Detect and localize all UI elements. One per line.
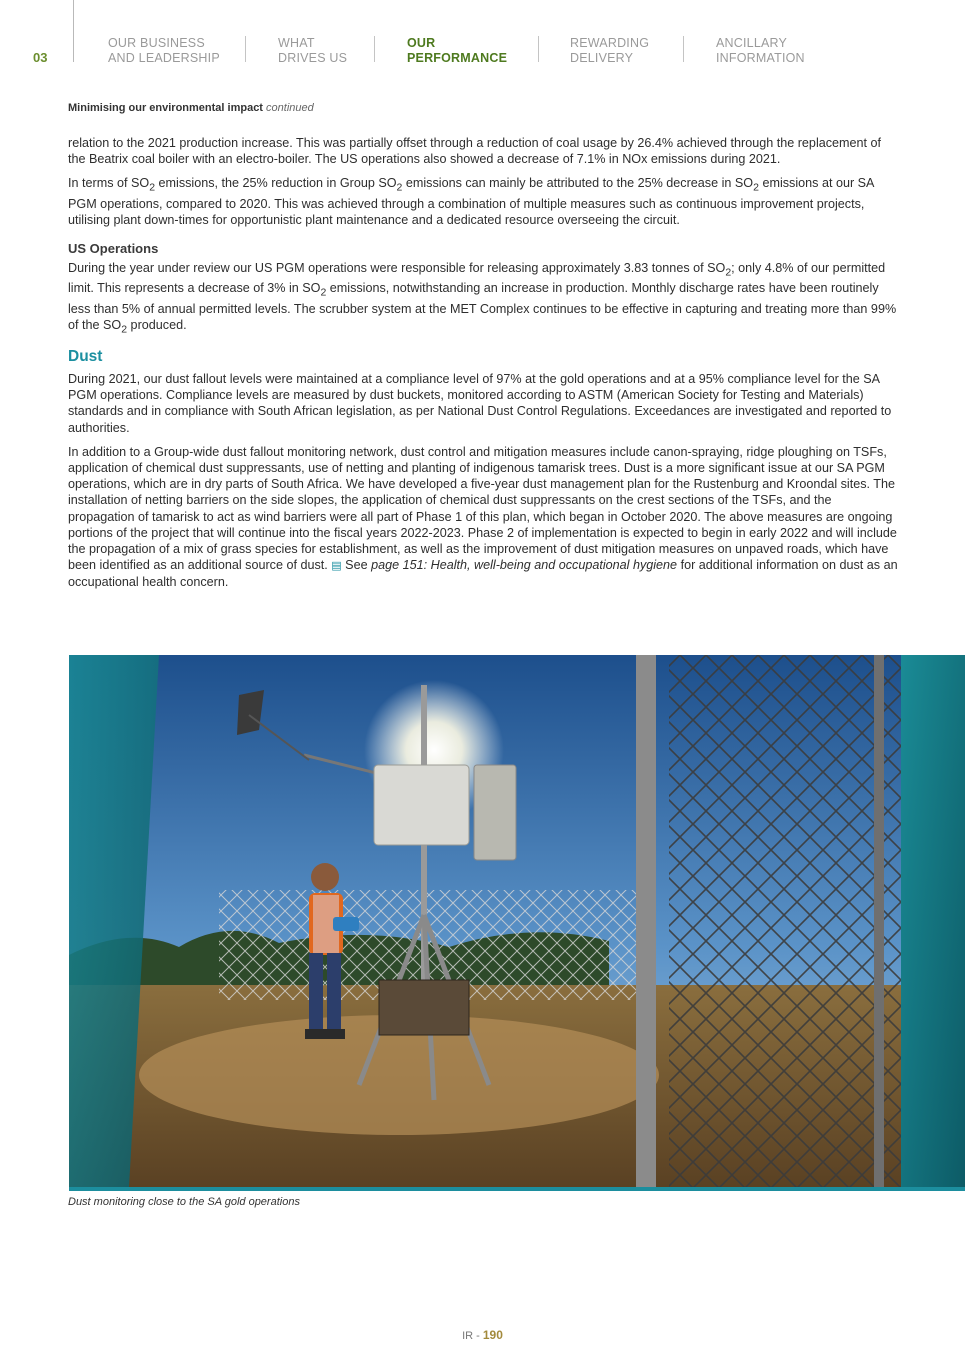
see-label: See [345,558,372,573]
paragraph: In terms of $SO_2$ emissions, the 25% reduction in Group $SO_2$ emissions can mainly be attributed to the 25% decrease in $SO_2$ emissions at our SA PGM operations, compared to 2020. This was achieved through a combination of multiple measures such as continuous improvement projects, utilising plant down-times for opportunistic plant maintenance and a dedicated resource overseeing the circuit. [68,176,874,228]
subheading-us-operations: US Operations [68,240,159,256]
body-content [68,135,898,599]
nav-item-line: OUR BUSINESS [108,36,205,50]
foreground-fence [669,655,909,1187]
photo-accent-bar [69,1187,965,1191]
nav-item-line: OUR [407,36,436,50]
nav-separator [245,36,246,62]
section-number: 03 [33,50,48,65]
nav-item-line: DRIVES US [278,51,348,65]
fence-post [874,655,884,1187]
nav-separator [683,36,684,62]
nav-item-our-performance[interactable] [407,36,507,66]
page-number: 190 [482,1328,503,1342]
sensor-enclosure [474,765,516,860]
section-label [68,102,314,114]
nav-item-line: WHAT [278,36,315,50]
nav-item-line: AND LEADERSHIP [108,51,220,65]
nav-item-what-drives-us[interactable] [278,36,347,66]
paragraph: During the year under review our US PGM operations were responsible for releasing approximately 3.83 tonnes of $SO_2$; only 4.8% of our permitted limit. This represents a decrease of 3% in $SO_2$ emissions, notwithstanding an increase in production. Monthly discharge rates have been routinely less than 5% of annual permitted levels. The scrubber system at the MET Complex continues to be effective in capturing and treating more than 99% of the $SO_2$ produced. [68,260,897,336]
document-reference-icon: ▤ [331,560,342,573]
nav-item-line: PERFORMANCE [407,51,508,65]
nav-item-line: REWARDING [570,36,650,50]
heading-dust: Dust [68,347,103,365]
page-footer [0,1328,965,1342]
nav-item-line: INFORMATION [716,51,805,65]
nav-item-rewarding-delivery[interactable] [570,36,649,66]
dust-monitoring-photo [69,655,965,1187]
nav-separator [538,36,539,62]
nav-item-ancillary-information[interactable] [716,36,805,66]
sensor-enclosure [374,765,469,845]
page-reference-link[interactable]: page 151: Health, well-being and occupational hygiene [371,558,678,573]
nav-item-line: ANCILLARY [716,36,788,50]
nav-item-our-business[interactable] [108,36,220,66]
photo-caption: Dust monitoring close to the SA gold operations [68,1196,300,1208]
teal-overlay-right [901,655,965,1187]
dust-collector-box [379,980,469,1035]
paragraph: During 2021, our dust fallout levels were maintained at a compliance level of 97% at the gold operations and at a 95% compliance level for the SA PGM operations. Compliance levels are measured by dust buckets, monitored according to ASTM (American Society for Testing and Materials) standards and in compliance with South African legislation, as per National Dust Control Regulations. Exceedances are investigated and reported to authorities. [68,371,892,435]
paragraph: In addition to a Group-wide dust fallout monitoring network, dust control and mitigation measures include canon-spraying, ridge ploughing on TSFs, application of chemical dust suppressants, use of netting and planting of indigenous tamarisk trees. Dust is a more significant issue at our SA PGM operations, which are in dry parts of South Africa. We have developed a five-year dust management plan for the Rustenburg and Kroondal sites. The installation of netting barriers on the side slopes, the application of chemical dust suppressants on the crest sections of the TSFs, and the propagation of tamarisk to act as wind barriers were all part of Phase 1 of this plan, which began in October 2020. The above measures are ongoing portions of the project that will continue into the fiscal years 2022-2023. Phase 2 of implementation is expected to begin in early 2022 and will include the propagation of a mix of grass species for establishment, as well as the improvement of dust mitigation measures on unpaved roads, which have been identified as an additional source of dust. ▤ See page 151: Health, well-being and occupational hygiene for additional information on dust as an occupational health concern. [68,444,898,590]
top-navigation [0,0,965,80]
nav-divider [73,0,74,62]
section-title: Minimising our environmental impact [68,102,263,114]
photo-illustration [69,655,965,1187]
nav-item-line: DELIVERY [570,51,634,65]
paragraph: relation to the 2021 production increase. This was partially offset through a reduction of coal usage by 26.4% achieved through the replacement of the Beatrix coal boiler with an electro-boiler. The US operations also showed a decrease of 7.1% in NOx emissions during 2021. [68,136,882,167]
fence-post [636,655,656,1187]
footer-prefix: IR - [462,1330,483,1342]
nav-separator [374,36,375,62]
section-continued: continued [266,102,314,114]
